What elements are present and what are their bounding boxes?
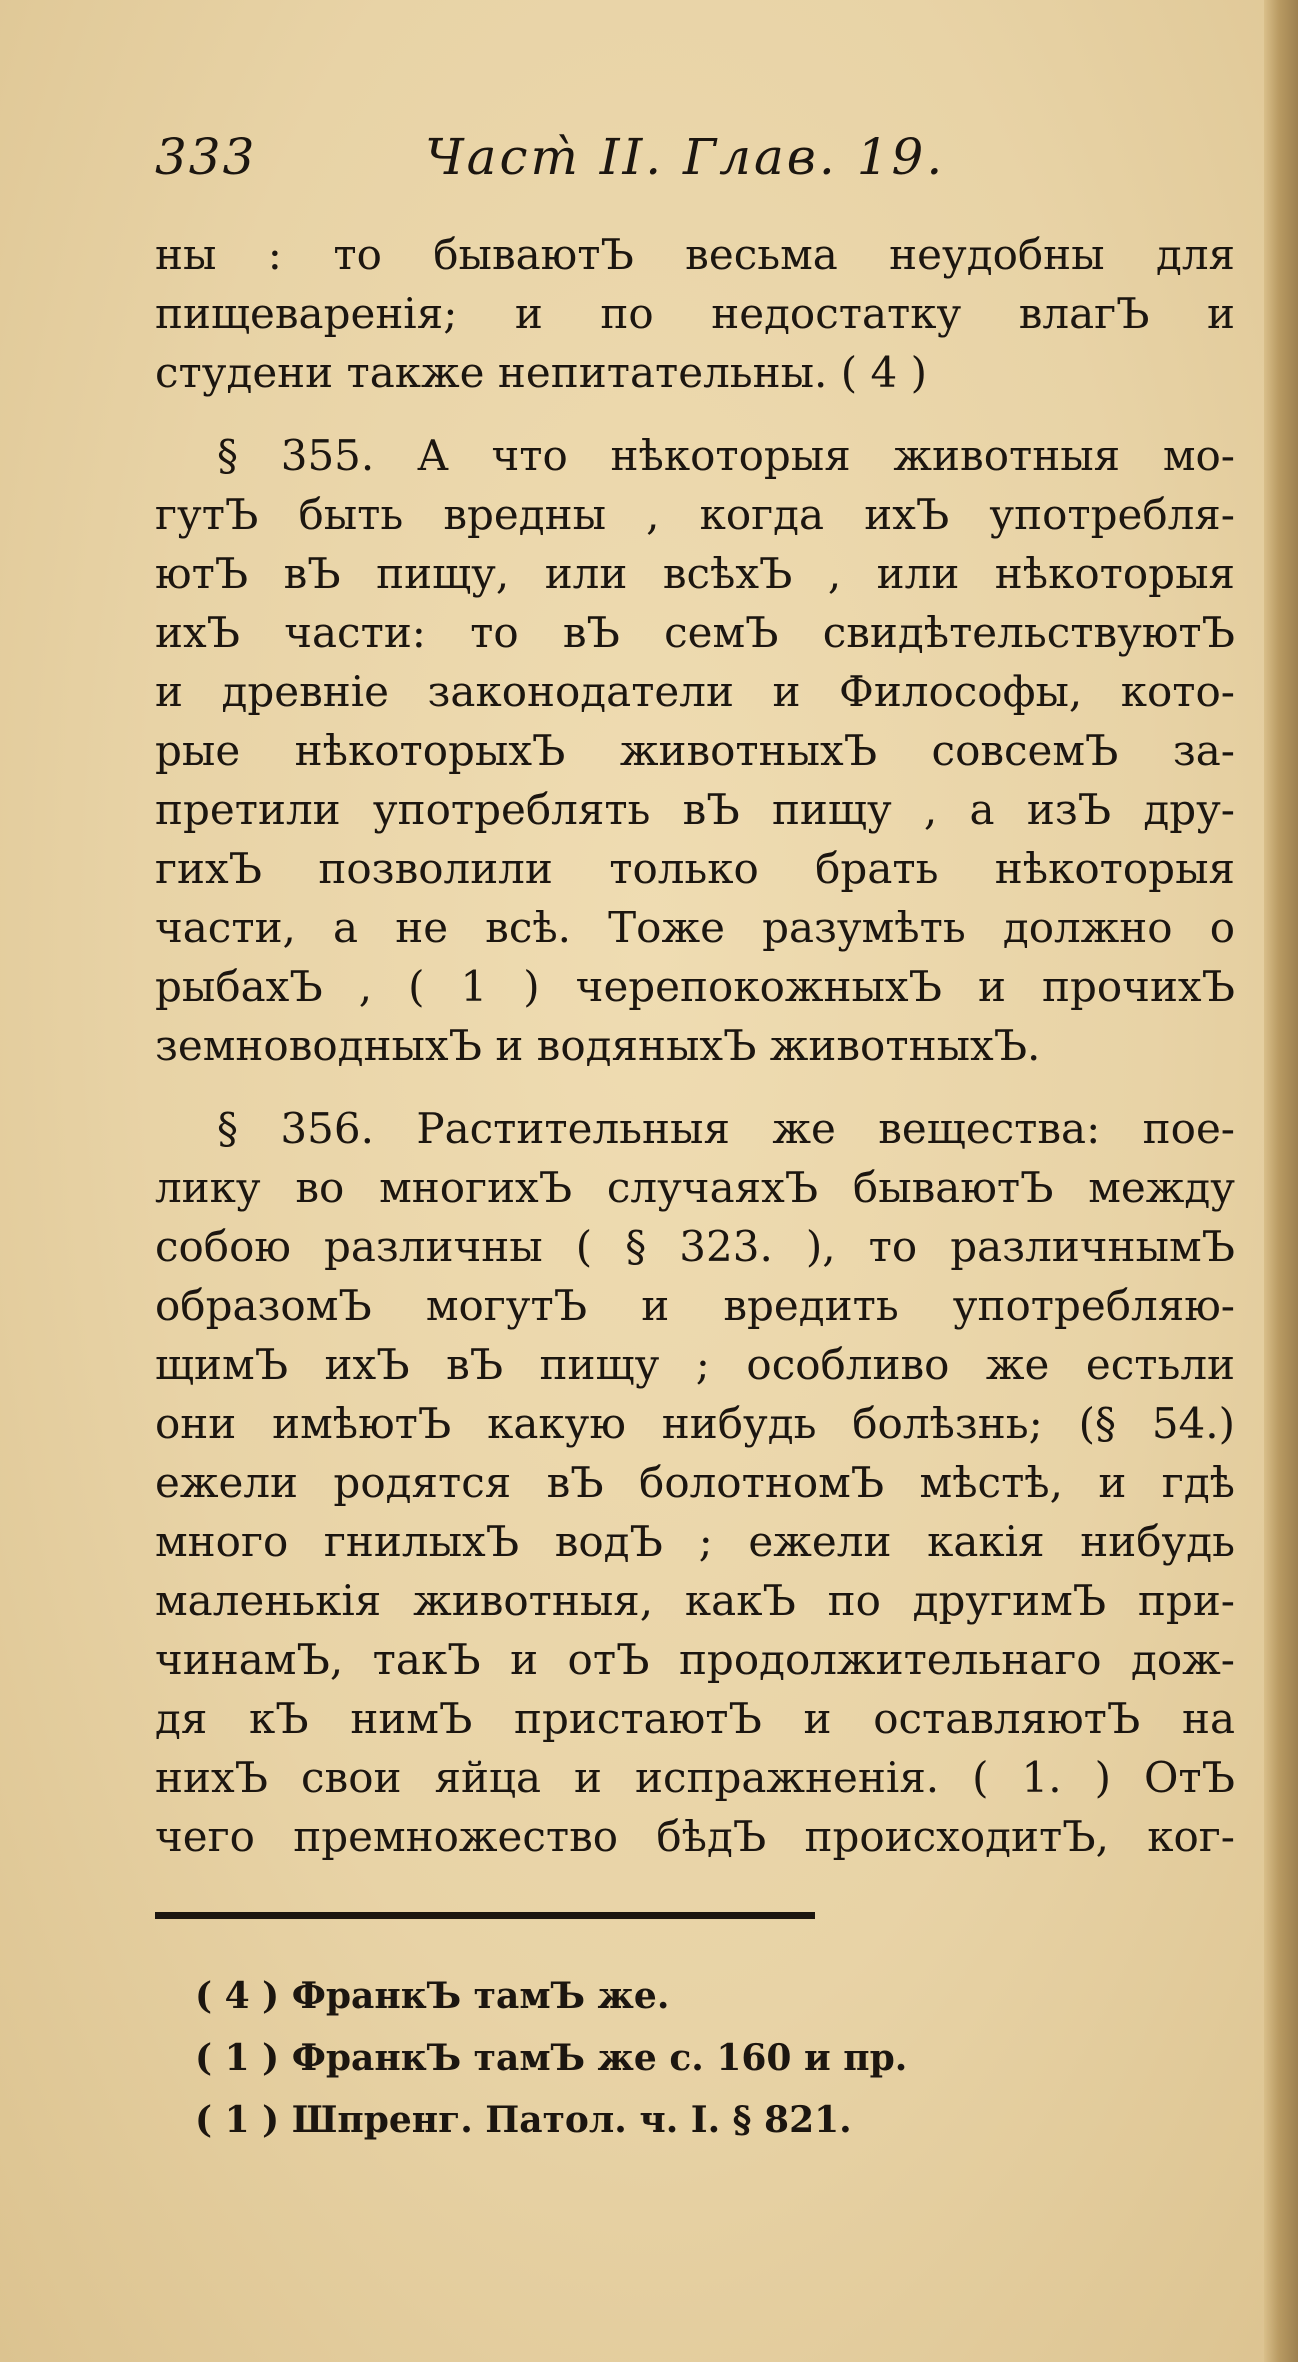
text-line: гутЪ быть вредны , когда ихЪ употребля- xyxy=(155,490,1235,539)
text-line: нихЪ свои яйца и испражненія. ( 1. ) ОтЪ xyxy=(155,1753,1235,1802)
text-line: претили употреблять вЪ пищу , а изЪ дру- xyxy=(155,785,1235,834)
text-line: земноводныхЪ и водяныхЪ животныхЪ. xyxy=(155,1021,1041,1070)
footnote: ( 4 ) ФранкЪ тамЪ же. xyxy=(195,1975,670,2017)
paragraph xyxy=(155,1099,1235,1866)
footnotes xyxy=(195,1965,1095,2151)
text-line: и древніе законодатели и Философы, кото- xyxy=(155,667,1235,716)
text-line: чинамЪ, такЪ и отЪ продолжительнаго дож- xyxy=(155,1635,1235,1684)
text-line: § 356. Растительныя же вещества: пое- xyxy=(217,1104,1235,1153)
text-line: ихЪ части: то вЪ семЪ свидѣтельствуютЪ xyxy=(155,608,1235,657)
page-header xyxy=(155,128,1235,198)
paragraph xyxy=(155,225,1235,402)
paragraph xyxy=(155,426,1235,1075)
text-line: студени также непитательны. ( 4 ) xyxy=(155,348,927,397)
text-line: части, а не всѣ. Тоже разумѣть должно о xyxy=(155,903,1235,952)
text-line: собою различны ( § 323. ), то различнымЪ xyxy=(155,1222,1235,1271)
text-line: много гнилыхЪ водЪ ; ежели какія нибудь xyxy=(155,1517,1235,1566)
page-number: 333 xyxy=(155,128,257,186)
text-line: ежели родятся вЪ болотномЪ мѣстѣ, и гдѣ xyxy=(155,1458,1235,1507)
text-line: рые нѣкоторыхЪ животныхЪ совсемЪ за- xyxy=(155,726,1235,775)
text-line: ны : то бываютЪ весьма неудобны для xyxy=(155,230,1235,279)
footnote: ( 1 ) ФранкЪ тамЪ же с. 160 и пр. xyxy=(195,2037,908,2079)
text-line: маленькія животныя, какЪ по другимЪ при- xyxy=(155,1576,1235,1625)
text-line: гихЪ позволили только брать нѣкоторыя xyxy=(155,844,1235,893)
text-line: чего премножество бѣдЪ происходитЪ, ког- xyxy=(155,1812,1235,1861)
text-line: лику во многихЪ случаяхЪ бываютЪ между xyxy=(155,1163,1235,1212)
text-line: они имѣютЪ какую нибудь болѣзнь; (§ 54.) xyxy=(155,1399,1235,1448)
text-line: § 355. А что нѣкоторыя животныя мо- xyxy=(217,431,1235,480)
footnote-rule xyxy=(155,1912,815,1919)
text-line: образомЪ могутЪ и вредить употребляю- xyxy=(155,1281,1235,1330)
text-line: пищеваренія; и по недостатку влагЪ и xyxy=(155,289,1235,338)
body-text xyxy=(155,225,1235,1866)
running-title: Част̀ II. Глав. 19. xyxy=(425,128,946,186)
footnote: ( 1 ) Шпренг. Патол. ч. I. § 821. xyxy=(195,2099,852,2141)
page-edge xyxy=(1264,0,1298,2362)
text-line: рыбахЪ , ( 1 ) черепокожныхЪ и прочихЪ xyxy=(155,962,1235,1011)
text-line: ютЪ вЪ пищу, или всѣхЪ , или нѣкоторыя xyxy=(155,549,1235,598)
text-line: щимЪ ихЪ вЪ пищу ; особливо же естьли xyxy=(155,1340,1235,1389)
text-line: дя кЪ нимЪ пристаютЪ и оставляютЪ на xyxy=(155,1694,1235,1743)
